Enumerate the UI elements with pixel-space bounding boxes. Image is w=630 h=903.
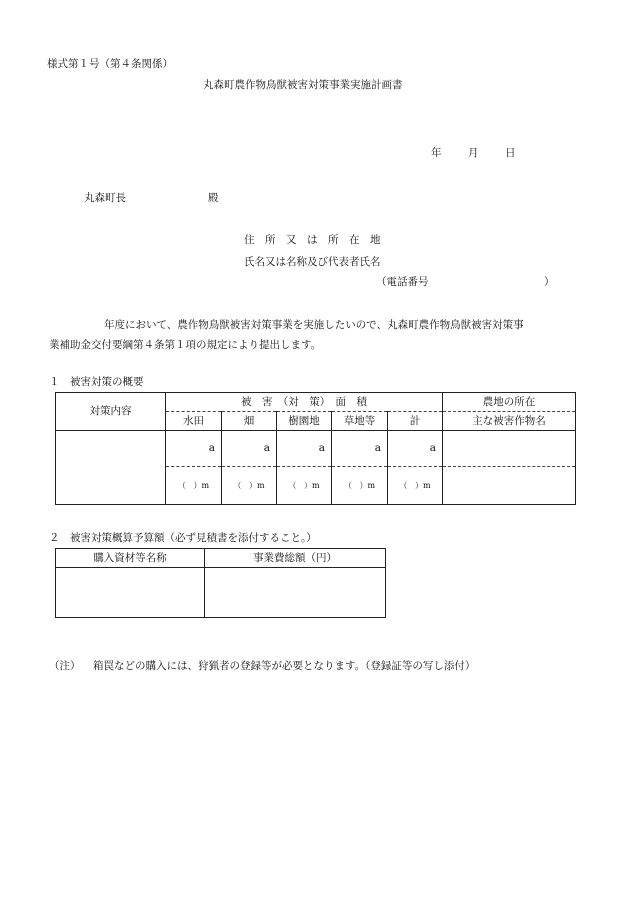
paren-open: （ [399,480,408,490]
length-grassland[interactable] [332,467,388,505]
length-orchard[interactable] [277,467,332,505]
note-label: （注） [49,660,81,672]
paren-close: ）m [249,480,265,490]
length-paddy[interactable] [166,467,222,505]
items-header: 購入資材等名称 [56,549,205,568]
area-field[interactable] [222,431,277,467]
paren-open: （ [233,480,242,490]
addressee: 丸森町長 [84,192,126,204]
col-field: 畑 [222,412,277,431]
section2-heading: ２ 被害対策概算予算額（必ず見積書を添付すること。） [49,532,317,544]
damage-overview-table [55,392,576,505]
paren-close: ）m [415,480,431,490]
note-text: 箱罠などの購入には、狩猟者の登録等が必要となります。（登録証等の写し添付） [93,660,476,672]
length-field[interactable] [222,467,277,505]
cost-header: 事業費総額（円） [205,549,386,568]
section1-heading: １ 被害対策の概要 [49,376,144,388]
unit-a: a [429,442,437,455]
document-title: 丸森町農作物鳥獣被害対策事業実施計画書 [203,79,403,91]
budget-table [55,548,386,618]
address-label: 住 所 又 は 所 在 地 [244,234,381,246]
items-cell[interactable] [56,568,205,618]
date-month: 月 [468,147,479,159]
crop-cell[interactable] [443,467,576,505]
unit-a: a [318,442,325,455]
area-grassland[interactable] [332,431,388,467]
area-header: 被 害 （対 策） 面 積 [166,393,443,412]
body-line-2: 業補助金交付要綱第４条第１項の規定により提出します。 [49,339,322,351]
location-cell[interactable] [443,431,576,467]
honorific: 殿 [208,192,219,204]
paren-open: （ [177,480,186,490]
paren-close: ）m [359,480,376,490]
phone-open: （電話番号 [376,276,429,288]
paren-close: ）m [193,480,210,490]
body-line-1: 年度において、農作物鳥獣被害対策事業を実施したいので、丸森町農作物鳥獣被害対策事 [104,319,524,331]
length-total[interactable] [388,467,443,505]
phone-close: ） [544,276,555,288]
name-label: 氏名又は名称及び代表者氏名 [244,256,381,268]
col-paddy: 水田 [166,412,222,431]
area-orchard[interactable] [277,431,332,467]
cost-cell[interactable] [205,568,386,618]
area-paddy[interactable] [166,431,222,467]
date-year: 年 [431,147,442,159]
paren-open: （ [343,480,352,490]
col-orchard: 樹園地 [277,412,332,431]
unit-a: a [374,442,381,455]
unit-a: a [208,442,215,455]
col-total: 計 [388,412,443,431]
location-header: 農地の所在 [443,393,576,412]
col-grassland: 草地等 [332,412,388,431]
area-total[interactable] [388,431,443,467]
crop-header: 主な被害作物名 [443,412,576,431]
form-number: 様式第１号（第４条関係） [47,58,173,70]
measure-header: 対策内容 [56,393,166,431]
paren-open: （ [288,480,297,490]
unit-a: a [263,442,270,455]
paren-close: ）m [304,480,320,490]
date-day: 日 [505,147,516,159]
measure-cell[interactable] [56,431,166,505]
